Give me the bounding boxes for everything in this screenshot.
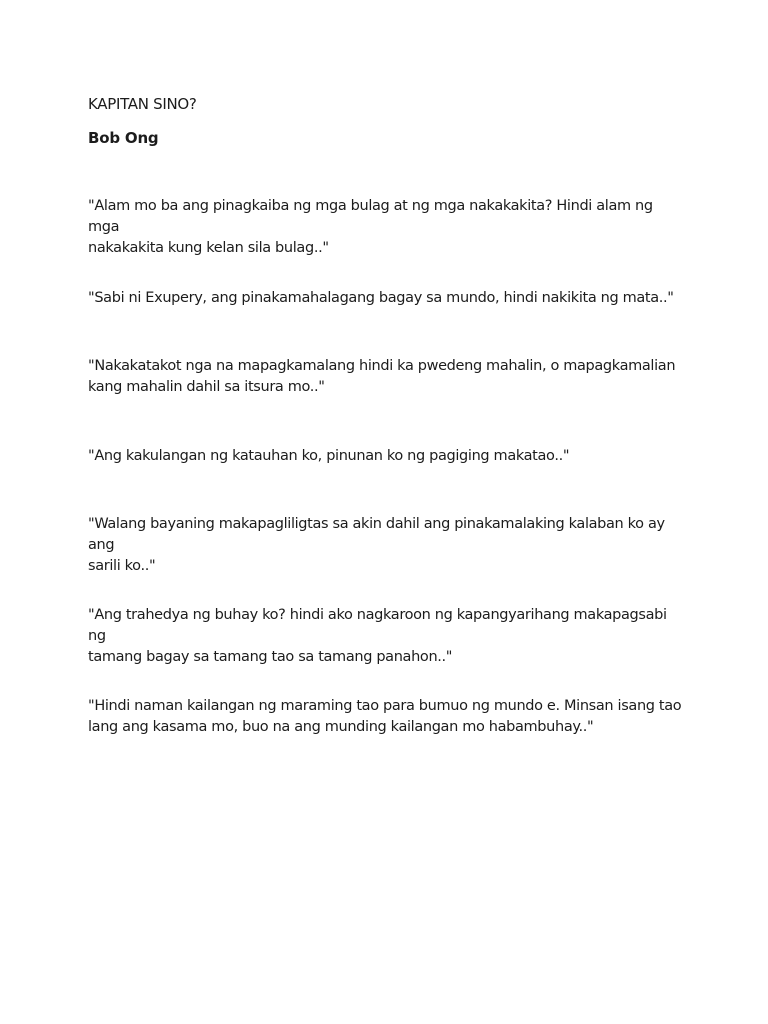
quote-3: "Nakakatakot nga na mapagkamalang hindi ka pwedeng mahalin, o mapagkamalian kang mahalin dahil sa itsura mo.." [88,358,676,395]
quote-7: "Hindi naman kailangan ng maraming tao para bumuo ng mundo e. Minsan isang tao lang ang kasama mo, buo na ang munding kailangan mo habambuhay.." [88,698,682,735]
quote-2: "Sabi ni Exupery, ang pinakamahalagang bagay sa mundo, hindi nakikita ng mata.." [88,290,674,306]
document-author: Bob Ong [88,129,159,147]
quote-1: "Alam mo ba ang pinagkaiba ng mga bulag at ng mga nakakakita? Hindi alam ng mga nakakakita kung kelan sila bulag.." [88,198,653,256]
document-title: KAPITAN SINO? [88,95,197,113]
quote-6: "Ang trahedya ng buhay ko? hindi ako nagkaroon ng kapangyarihang makapagsabi ng tamang bagay sa tamang tao sa tamang panahon.." [88,607,667,665]
quote-5: "Walang bayaning makapagliligtas sa akin dahil ang pinakamalaking kalaban ko ay ang sarili ko.." [88,516,665,574]
quote-4: "Ang kakulangan ng katauhan ko, pinunan ko ng pagiging makatao.." [88,448,570,464]
